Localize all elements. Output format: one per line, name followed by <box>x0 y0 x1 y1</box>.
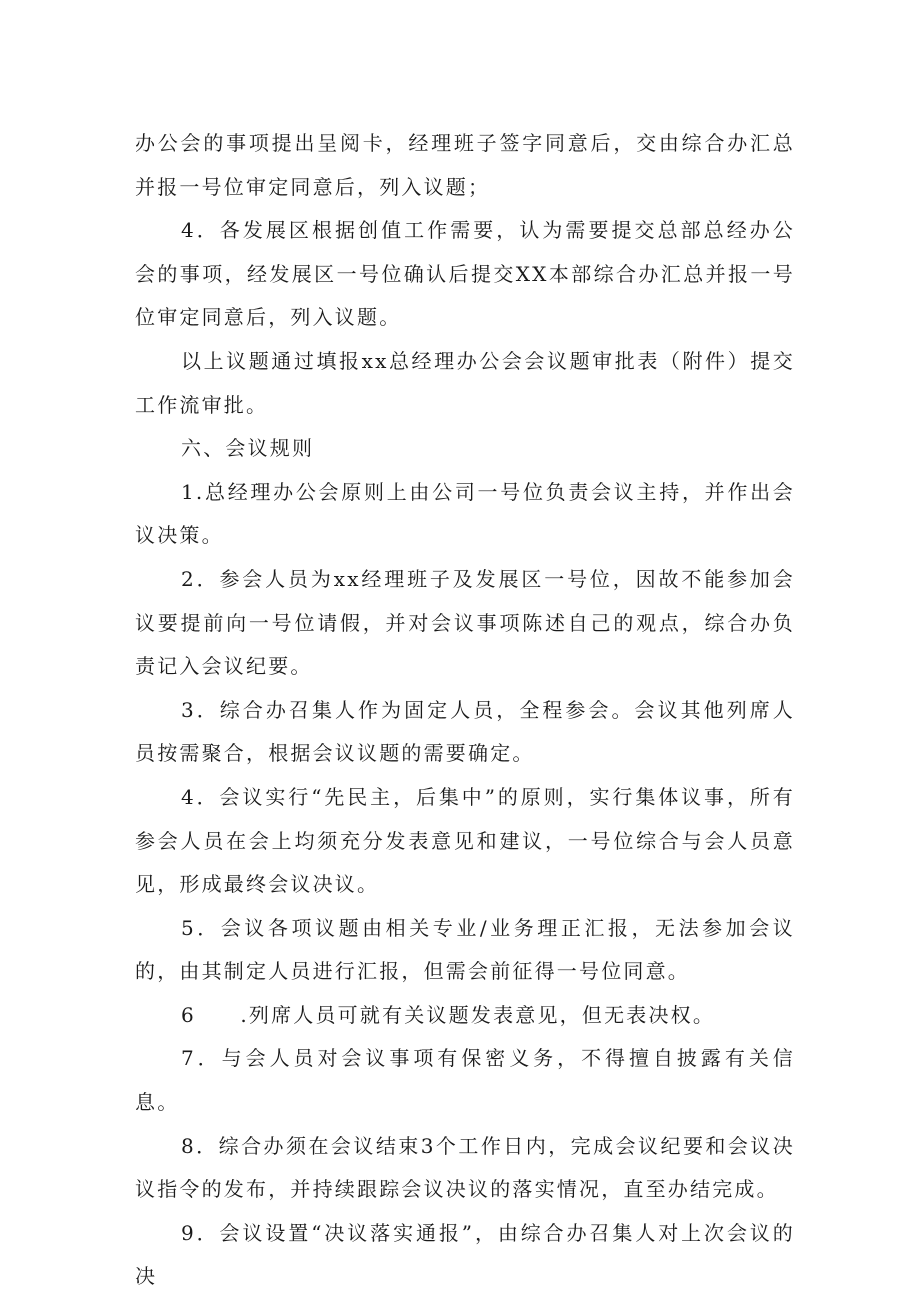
rule-item-5: 5．会议各项议题由相关专业/业务理正汇报，无法参加会议的，由其制定人员进行汇报，但需会前征得一号位同意。 <box>135 915 795 984</box>
paragraph-item-4-topics: 4．各发展区根据创值工作需要，认为需要提交总部总经办公会的事项，经发展区一号位确认后提交XX本部综合办汇总并报一号位审定同意后，列入议题。 <box>135 218 795 330</box>
rule-item-9: 9．会议设置“决议落实通报”，由综合办召集人对上次会议的决 <box>135 1220 795 1289</box>
paragraph-approval-note: 以上议题通过填报xx总经理办公会会议题审批表（附件）提交工作流审批。 <box>135 348 795 417</box>
rule-item-7: 7．与会人员对会议事项有保密义务，不得擅自披露有关信息。 <box>135 1046 795 1115</box>
document-body <box>135 122 795 1299</box>
rule-item-2: 2．参会人员为xx经理班子及发展区一号位，因故不能参加会议要提前向一号位请假，并对会议事项陈述自己的观点，综合办负责记入会议纪要。 <box>135 566 795 679</box>
rule-item-6: 6 .列席人员可就有关议题发表意见，但无表决权。 <box>181 1002 716 1027</box>
rule-item-4: 4．会议实行“先民主，后集中”的原则，实行集体议事，所有参会人员在会上均须充分发表意见和建议，一号位综合与会人员意见，形成最终会议决议。 <box>135 784 795 897</box>
section-heading-meeting-rules: 六、会议规则 <box>181 436 315 461</box>
rule-item-8: 8．综合办须在会议结束3个工作日内，完成会议纪要和会议决议指令的发布，并持续跟踪会议决议的落实情况，直至办结完成。 <box>135 1133 795 1202</box>
paragraph-continuation: 办公会的事项提出呈阅卡，经理班子签字同意后，交由综合办汇总并报一号位审定同意后，列入议题； <box>135 131 795 199</box>
rule-item-1: 1.总经理办公会原则上由公司一号位负责会议主持，并作出会议决策。 <box>135 479 795 548</box>
rule-item-3: 3．综合办召集人作为固定人员，全程参会。会议其他列席人员按需聚合，根据会议议题的需要确定。 <box>135 697 795 766</box>
